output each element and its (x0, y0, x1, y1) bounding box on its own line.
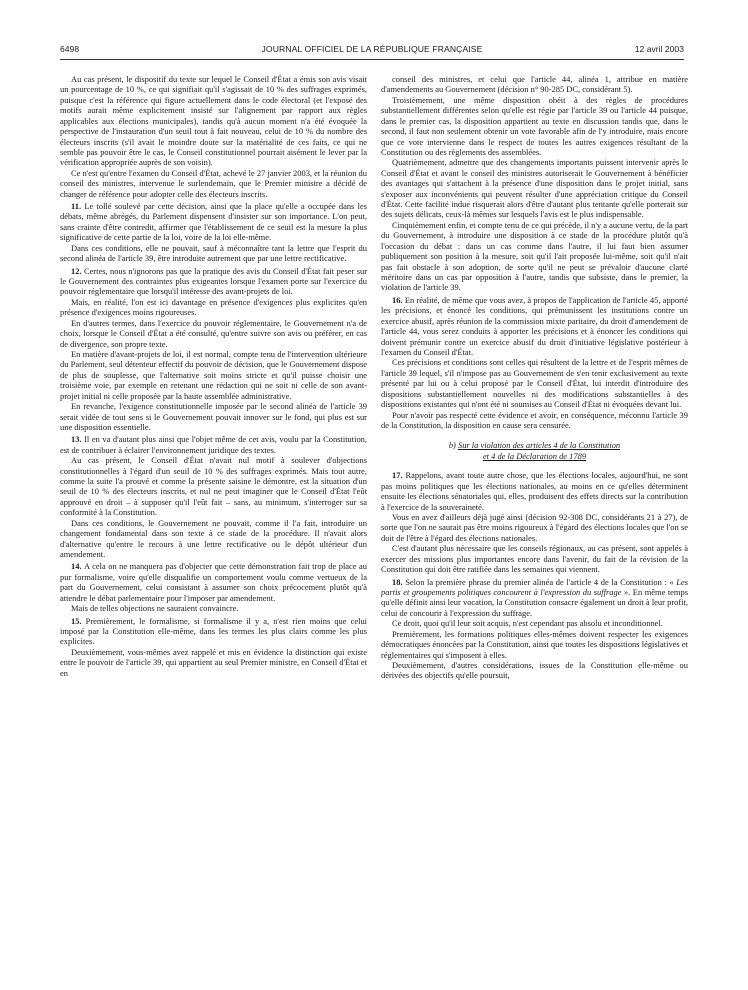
left-column (60, 74, 367, 979)
section-label: b) (448, 440, 458, 451)
paragraph: Troisièmement, une même disposition obéit à des règles de procédures substantiellement différentes selon qu'elle est régie par l'article 39 ou l'article 44 puisque, dans le premier cas, la disposition appartient au texte en discussion tandis que, dans le second, il faut non seulement obtenir un vote favorable afin de l'y introduire, mais encore que ce vote intervienne dans le respect de toutes les autres exigences résultant de la Constitution ou des règlements des assemblées. (381, 94, 688, 157)
paragraph: En d'autres termes, dans l'exercice du pouvoir réglementaire, le Gouvernement n'a de choix, lorsque le Conseil d'État a été consulté, qu'entre suivre son avis ou préférer, en cas de divergence, son propre texte. (60, 317, 367, 349)
paragraph-number: 14. (71, 561, 85, 572)
paragraph-number: 17. (392, 470, 406, 481)
paragraph: En revanche, l'exigence constitutionnelle imposée par le second alinéa de l'article 39 serait vidée de tout sens si le Gouvernement pouvait innover sur le fond, qui plus est sur une disposition essentielle. (60, 401, 367, 432)
paragraph: Quatrièmement, admettre que des changements importants puissent intervenir après le Conseil d'État et avant le conseil des ministres autoriserait le Gouvernement à bénéficier des avantages qui s'attachent à la présence d'une disposition dans le projet initial, sans s'exposer aux inconvénients qui peuvent résulter d'une appréciation critique du Conseil d'État. Cette facilité indue risquerait alors d'être d'autant plus tentante qu'elle porterait sur des sujets délicats, ceux-là mêmes sur lesquels l'avis est le plus indispensable. (381, 157, 688, 220)
numbered-paragraph: 17. Rappelons, avant toute autre chose, que les élections locales, aujourd'hui, ne sont pas moins politiques que les élections nationales, au moins en ce qu'elles déterminent ensuite les élections sénatoriales qui, elles, produisent des effets directs sur la contribution à l'exercice de la souveraineté. (381, 470, 688, 512)
paragraph: En matière d'avant-projets de loi, il est normal, compte tenu de l'intervention ultérieure du Parlement, seul détenteur effectif du pouvoir de décision, que le Gouvernement dispose de plus de souplesse, que l'alternative soit moins stricte et qu'il puisse choisir une troisième voie, par exemple en retenant une rédaction qui ne soit ni celle de son avant-projet initial ni celle proposée par la haute assemblée administrative. (60, 348, 367, 401)
paragraph-number: 18. (392, 576, 406, 587)
paragraph: Pour n'avoir pas respecté cette évidence et avoir, en conséquence, méconnu l'article 39 de la Constitution, la disposition en cause sera censurée. (381, 409, 688, 430)
numbered-paragraph: 15. Premièrement, le formalisme, si formalisme il y a, n'est rien moins que celui imposé par la Constitution elle-même, dans les termes les plus clairs comme les plus explicites. (60, 615, 367, 647)
paragraph: Vous en avez d'ailleurs déjà jugé ainsi (décision 92-308 DC, considérants 21 à 27), de sorte que l'on ne saurait pas être moins rigoureux à l'égard des élections locales que l'on se doit de l'être à l'égard des élections nationales. (381, 512, 688, 543)
quoted-text: Les partis et groupements politiques concourent à l'expression du suffrage (381, 576, 688, 597)
paragraph-number: 12. (71, 265, 84, 276)
paragraph-number: 11. (71, 201, 85, 212)
paragraph: Au cas présent, le dispositif du texte sur lequel le Conseil d'État a émis son avis visait un pourcentage de 10 %, ce qui signifiait qu'il s'agissait de 10 % des suffrages exprimés, puisque c'est la référence qui figure actuellement dans le code électoral (et l'exposé des motifs aurait même explicitement insisté sur l'alignement par rapport aux règles applicables aux élections municipales), tandis qu'à aucun moment n'a été évoquée la perspective de l'instauration d'un seuil tout à fait nouveau, celui de 10 % du nombre des électeurs inscrits (s'il avait le moindre doute sur la matérialité de ces faits, ce qui ne semble pas pouvoir être le cas, le Conseil constitutionnel pourrait aisément le lever par la vérification appropriée auprès de son voisin). (60, 74, 367, 168)
paragraph: Deuxièmement, d'autres considérations, issues de la Constitution elle-même ou dérivées des objectifs qu'elle poursuit, (381, 659, 688, 681)
numbered-paragraph: 18. Selon la première phrase du premier alinéa de l'article 4 de la Constitution : « Les partis et groupements politiques concourent à l'expression du suffrage ». En même temps qu'elle définit ainsi leur vocation, la Constitution consacre également un droit à leur profit, celui de concourir à l'expression du suffrage. (381, 576, 688, 618)
paragraph: Ce n'est qu'entre l'examen du Conseil d'État, achevé le 27 janvier 2003, et la réunion du conseil des ministres, intervenue le surlendemain, que le Premier ministre a décidé de changer de référence pour adopter celle des électeurs inscrits. (60, 167, 367, 199)
paragraph: Cinquièmement enfin, et compte tenu de ce qui précède, il n'y a aucune vertu, de la part du Gouvernement, à introduire une disposition à ce stade de la procédure plutôt qu'à l'occasion du débat : dans un cas comme dans l'autre, il lui faut bien assumer publiquement son position à la mesure, soit qu'il l'ait proposée lui-même, soit qu'il n'ait pas fait obstacle à son adoption, de sorte qu'il ne peut se prévaloir d'aucune clarté méritoire dans un cas par opposition à l'autre, tandis que subsiste, dans le premier, la violation de l'article 39. (381, 219, 688, 293)
paragraph: C'est d'autant plus nécessaire que les conseils régionaux, au cas présent, sont appelés à exercer des missions plus importantes encore dans l'avenir, du fait de la révision de la Constitution qui doit être ratifiée dans les semaines qui viennent. (381, 543, 688, 575)
header-rule (60, 59, 684, 60)
paragraph: Au cas présent, le Conseil d'État n'avait nul motif à soulever d'objections constitutionnelles à l'égard d'un seuil de 10 % des suffrages exprimés. Mais tout autre, comme la suite l'a prouvé et comme la présente saisine le démontre, est la situation d'un seuil de 10 % des électeurs inscrits, et nul ne peut imaginer que le Conseil d'État l'eût approuvé en droit – à supposer qu'il l'eût fait – sans, au minimum, s'interroger sur sa conformité à la Constitution. (60, 455, 367, 518)
paragraph-number: 15. (71, 615, 86, 626)
numbered-paragraph: 16. En réalité, de même que vous avez, à propos de l'application de l'article 45, apporté les précisions, et énoncé les conditions, qui prémunissent les institutions contre un exercice abusif, après réunion de la commission mixte paritaire, du droit d'amendement de l'article 44, vous serez conduits à apporter les précisions et à énoncer les conditions qui doivent prémunir contre un exercice abusif du droit d'initiative législative postérieur à l'examen du Conseil d'État. (381, 294, 688, 357)
page-header (60, 44, 684, 58)
issue-date: 12 avril 2003 (634, 44, 684, 54)
paragraph: Premièrement, les formations politiques elles-mêmes doivent respecter les exigences démocratiques énoncées par la Constitution, ainsi que toutes les dispositions législatives et réglementaires qui s'imposent à elles. (381, 628, 688, 660)
section-heading-line: Sur la violation des articles 4 de la Constitution (457, 440, 621, 451)
page-number: 6498 (60, 44, 80, 54)
paragraph: Mais de telles objections ne sauraient convaincre. (71, 603, 239, 614)
paragraph: Mais, en réalité, l'on est ici davantage en présence d'exigences plus explicites qu'en présence d'exigences moins rigoureuses. (60, 296, 367, 318)
paragraph-number: 13. (71, 434, 85, 445)
paragraph-number: 16. (392, 294, 405, 305)
paragraph: Dans ces conditions, le Gouvernement ne pouvait, comme il l'a fait, introduire un changement fondamental dans son texte à ce stade de la procédure. Il n'avait alors d'alternative qu'entre le recours à une lettre rectificative ou le dépôt ultérieur d'un amendement. (60, 517, 367, 559)
section-heading-line: et 4 de la Déclaration de 1789 (482, 451, 587, 462)
right-column (381, 74, 688, 979)
paragraph: Ce droit, quoi qu'il leur soit acquis, n'est cependant pas absolu et inconditionnel. (392, 618, 663, 629)
numbered-paragraph: 12. Certes, nous n'ignorons pas que la pratique des avis du Conseil d'État fait peser sur le Gouvernement des contraintes plus exigeantes lorsque l'examen porte sur l'exercice du pouvoir réglementaire que lorsqu'il intéresse des avant-projets de loi. (60, 265, 367, 297)
numbered-paragraph: 14. A cela on ne manquera pas d'objecter que cette démonstration fait trop de place au pur formalisme, voire qu'elle disqualifie un comportement voulu comme vertueux de la part du Gouvernement, celui consistant à assumer son choix précocement plutôt qu'à attendre le débat parlementaire pour l'imposer par amendement. (60, 561, 367, 603)
paragraph: conseil des ministres, et celui que l'article 44, alinéa 1, attribue en matière d'amendements au Gouvernement (décision n° 90-285 DC, considérant 5). (381, 74, 688, 95)
paragraph: Dans ces conditions, elle ne pouvait, sauf à méconnaître tant la lettre que l'esprit du second alinéa de l'article 39, être introduite autrement que par une lettre rectificative. (60, 242, 367, 264)
numbered-paragraph: 11. Le tollé soulevé par cette décision, ainsi que la place qu'elle a occupée dans les débats, même abrégés, du Parlement dispensent d'insister sur son importance. L'on peut, sans crainte d'être contredit, affirmer que l'établissement de ce seuil est la mesure la plus significative de cette partie de la loi, voire de la loi elle-même. (60, 201, 367, 243)
paragraph: Deuxièmement, vous-mêmes avez rappelé et mis en évidence la distinction qui existe entre le pouvoir de l'article 39, qui appartient au seul Premier ministre, en Conseil d'État et en (60, 646, 367, 678)
section-heading (381, 440, 688, 462)
numbered-paragraph: 13. Il en va d'autant plus ainsi que l'objet même de cet avis, voulu par la Constitution, est de contribuer à éclairer l'environnement juridique des textes. (60, 434, 367, 455)
journal-title: JOURNAL OFFICIEL DE LA RÉPUBLIQUE FRANÇAISE (261, 44, 483, 54)
paragraph: Ces précisions et conditions sont celles qui résultent de la lettre et de l'esprit mêmes de l'article 39 lequel, s'il n'impose pas au Gouvernement de s'en tenir exclusivement au texte présenté par lui ou à celui proposé par le Conseil d'État, lui interdit d'introduire des dispositions substantiellement nouvelles ni des modifications substantielles à des dispositions existantes qui n'ont été ni soumises au Conseil d'État ni évoquées devant lui. (381, 357, 688, 410)
